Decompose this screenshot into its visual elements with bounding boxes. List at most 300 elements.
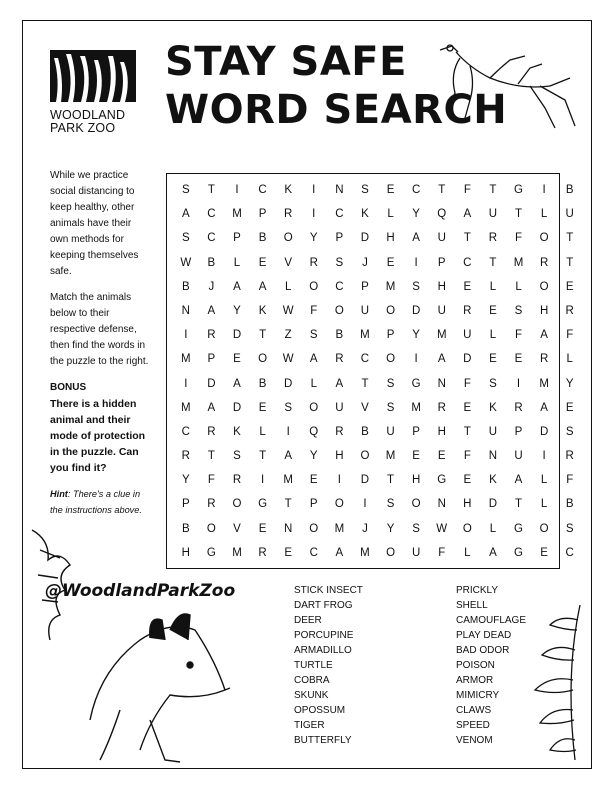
grid-letter: M bbox=[334, 522, 345, 535]
grid-letter: B bbox=[207, 256, 216, 269]
grid-letter: H bbox=[386, 232, 395, 245]
bonus-text: There is a hidden animal and their mode of protection in the puzzle. Can you find it? bbox=[50, 398, 146, 474]
animal-word: ARMADILLO bbox=[294, 645, 352, 656]
grid-letter: O bbox=[539, 232, 549, 245]
grid-letter: R bbox=[539, 256, 549, 269]
grid-letter: E bbox=[233, 353, 241, 366]
grid-letter: O bbox=[539, 280, 549, 293]
grid-letter: H bbox=[539, 304, 549, 317]
grid-letter: D bbox=[232, 329, 242, 342]
grid-letter: T bbox=[259, 450, 267, 463]
grid-letter: G bbox=[514, 184, 523, 196]
fern-leaf-icon bbox=[520, 595, 590, 765]
grid-letter: O bbox=[386, 546, 396, 559]
grid-letter: E bbox=[463, 280, 472, 293]
grid-letter: A bbox=[335, 546, 344, 559]
grid-letter: L bbox=[310, 377, 317, 390]
hint-label: Hint bbox=[50, 489, 68, 499]
grid-letter: P bbox=[258, 208, 267, 221]
animal-word: TIGER bbox=[294, 720, 325, 731]
grid-letter: P bbox=[181, 498, 190, 511]
grid-letter: T bbox=[284, 498, 292, 511]
grid-letter: W bbox=[436, 522, 448, 535]
grid-letter: P bbox=[514, 425, 523, 438]
defense-list bbox=[456, 583, 526, 748]
grid-letter: E bbox=[463, 401, 472, 414]
grid-letter: T bbox=[463, 425, 471, 438]
animal-list bbox=[294, 583, 363, 748]
grid-row bbox=[173, 426, 583, 450]
animal-word: DART FROG bbox=[294, 600, 353, 611]
grid-letter: I bbox=[516, 377, 521, 390]
grid-letter: S bbox=[386, 498, 395, 511]
grid-letter: P bbox=[207, 353, 216, 366]
grid-letter: A bbox=[233, 280, 241, 293]
grid-letter: S bbox=[181, 184, 190, 196]
grid-letter: A bbox=[309, 353, 318, 366]
grid-letter: C bbox=[463, 256, 472, 269]
grid-row bbox=[173, 402, 583, 426]
grid-letter: R bbox=[488, 232, 498, 245]
grid-letter: H bbox=[463, 498, 472, 511]
grid-letter: B bbox=[258, 377, 267, 390]
grid-letter: N bbox=[284, 522, 293, 535]
grid-letter: H bbox=[411, 474, 421, 487]
grid-letter: B bbox=[181, 522, 190, 535]
defense-word: SPEED bbox=[456, 720, 490, 731]
grid-letter: Y bbox=[565, 377, 574, 390]
grid-letter: F bbox=[566, 329, 574, 342]
grid-letter: G bbox=[411, 377, 421, 390]
grid-letter: R bbox=[284, 208, 293, 221]
grid-letter: L bbox=[464, 546, 471, 559]
grid-letter: E bbox=[540, 546, 548, 559]
hint-text bbox=[50, 486, 150, 518]
grid-letter: P bbox=[412, 425, 420, 438]
defense-word: PLAY DEAD bbox=[456, 630, 512, 641]
grid-letter: D bbox=[207, 377, 216, 390]
grid-letter: D bbox=[411, 304, 421, 317]
grid-row bbox=[173, 257, 583, 281]
grid-letter: E bbox=[514, 353, 523, 366]
grid-letter: U bbox=[565, 208, 574, 221]
grid-letter: E bbox=[309, 474, 318, 487]
logo-line-2: PARK ZOO bbox=[50, 121, 116, 135]
grid-letter: U bbox=[360, 304, 370, 317]
grid-letter: S bbox=[361, 184, 369, 196]
grid-letter: B bbox=[361, 425, 369, 438]
grid-row bbox=[173, 305, 583, 329]
grid-letter: E bbox=[489, 304, 497, 317]
grid-letter: A bbox=[258, 280, 267, 293]
grid-letter: K bbox=[258, 304, 267, 317]
grid-letter: L bbox=[489, 329, 497, 342]
title-line-1: STAY SAFE bbox=[165, 39, 407, 85]
grid-letter: L bbox=[284, 280, 292, 293]
grid-letter: I bbox=[337, 474, 341, 487]
grid-letter: T bbox=[463, 232, 471, 245]
grid-letter: K bbox=[361, 208, 369, 221]
grid-letter: E bbox=[258, 522, 267, 535]
grid-letter: N bbox=[181, 304, 190, 317]
grid-letter: M bbox=[283, 474, 293, 487]
grid-letter: A bbox=[540, 329, 548, 342]
grid-letter: T bbox=[489, 256, 497, 269]
grid-letter: N bbox=[488, 450, 498, 463]
grid-letter: O bbox=[411, 498, 421, 511]
grid-letter: Y bbox=[233, 304, 241, 317]
grid-letter: O bbox=[334, 304, 344, 317]
grid-letter: L bbox=[566, 353, 573, 366]
grid-letter: L bbox=[540, 474, 548, 487]
grid-letter: C bbox=[360, 353, 370, 366]
grid-letter: R bbox=[514, 401, 523, 414]
grid-letter: T bbox=[489, 184, 497, 196]
animal-word: PORCUPINE bbox=[294, 630, 354, 641]
grid-letter: P bbox=[361, 280, 369, 293]
animal-word: DEER bbox=[294, 615, 322, 626]
grid-letter: B bbox=[335, 329, 344, 342]
grid-letter: I bbox=[414, 256, 418, 269]
grid-letter: C bbox=[207, 208, 216, 221]
grid-letter: M bbox=[385, 450, 396, 463]
grid-letter: A bbox=[489, 546, 497, 559]
grid-letter: C bbox=[335, 280, 344, 293]
grid-letter: K bbox=[489, 401, 497, 414]
grid-letter: C bbox=[411, 184, 421, 196]
zoo-logo bbox=[50, 50, 136, 134]
grid-letter: O bbox=[334, 498, 344, 511]
grid-letter: T bbox=[566, 256, 574, 269]
grid-letter: L bbox=[540, 208, 548, 221]
grid-letter: U bbox=[437, 232, 446, 245]
grid-letter: D bbox=[360, 232, 370, 245]
grid-letter: E bbox=[412, 450, 420, 463]
grid-letter: S bbox=[489, 377, 497, 390]
grid-letter: I bbox=[260, 474, 265, 487]
grid-letter: S bbox=[514, 304, 523, 317]
grid-letter: F bbox=[207, 474, 215, 487]
grid-letter: S bbox=[309, 329, 318, 342]
grid-letter: J bbox=[362, 522, 368, 535]
grid-letter: P bbox=[437, 256, 446, 269]
defense-word: CLAWS bbox=[456, 705, 492, 716]
grid-letter: W bbox=[282, 304, 294, 317]
grid-letter: D bbox=[488, 498, 498, 511]
grid-letter: U bbox=[514, 450, 523, 463]
grid-letter: C bbox=[181, 425, 190, 438]
grid-letter: O bbox=[283, 232, 293, 245]
grid-letter: U bbox=[488, 425, 498, 438]
grid-letter: T bbox=[566, 232, 574, 245]
grid-letter: C bbox=[565, 546, 574, 559]
grid-letter: F bbox=[310, 304, 318, 317]
stick-insect-icon bbox=[430, 38, 580, 133]
grid-letter: R bbox=[207, 498, 216, 511]
grid-letter: O bbox=[539, 522, 549, 535]
defense-word: PRICKLY bbox=[456, 585, 499, 596]
defense-word: ARMOR bbox=[456, 675, 494, 686]
grid-letter: F bbox=[463, 450, 471, 463]
grid-letter: P bbox=[233, 232, 241, 245]
grid-letter: O bbox=[309, 280, 319, 293]
grid-letter: K bbox=[284, 184, 292, 196]
animal-word: STICK INSECT bbox=[294, 585, 363, 596]
grid-letter: I bbox=[184, 377, 188, 390]
grid-letter: Y bbox=[386, 522, 395, 535]
grid-letter: A bbox=[207, 401, 216, 414]
grid-letter: P bbox=[335, 232, 344, 245]
grid-letter: S bbox=[386, 377, 395, 390]
grid-letter: S bbox=[565, 522, 574, 535]
zebra-stripes-icon bbox=[50, 50, 136, 102]
grid-letter: R bbox=[232, 474, 242, 487]
grid-letter: B bbox=[565, 184, 574, 196]
grid-letter: E bbox=[284, 546, 292, 559]
grid-letter: C bbox=[335, 208, 344, 221]
grid-letter: R bbox=[565, 304, 574, 317]
grid-letter: S bbox=[565, 425, 574, 438]
animal-word: TURTLE bbox=[294, 660, 333, 671]
grid-letter: R bbox=[437, 401, 446, 414]
grid-letter: L bbox=[489, 280, 497, 293]
grid-letter: V bbox=[233, 522, 241, 535]
grid-letter: A bbox=[284, 450, 292, 463]
grid-letter: O bbox=[206, 522, 216, 535]
grid-letter: M bbox=[360, 329, 370, 342]
grid-letter: O bbox=[309, 401, 319, 414]
grid-letter: N bbox=[437, 377, 446, 390]
grid-letter: Y bbox=[181, 474, 190, 487]
grid-letter: W bbox=[282, 353, 294, 366]
grid-letter: H bbox=[181, 546, 190, 559]
grid-letter: M bbox=[539, 377, 549, 390]
grid-letter: T bbox=[259, 329, 267, 342]
grid-letter: S bbox=[335, 256, 344, 269]
grid-letter: Y bbox=[412, 208, 420, 221]
grid-letter: Q bbox=[437, 208, 447, 221]
grid-letter: L bbox=[259, 425, 266, 438]
grid-letter: U bbox=[463, 329, 472, 342]
grid-letter: C bbox=[207, 232, 216, 245]
grid-letter: B bbox=[258, 232, 267, 245]
grid-letter: T bbox=[515, 498, 523, 511]
grid-row bbox=[173, 232, 583, 256]
grid-letter: I bbox=[542, 184, 546, 196]
defense-word: CAMOUFLAGE bbox=[456, 615, 527, 626]
grid-letter: S bbox=[412, 522, 420, 535]
grid-letter: T bbox=[515, 208, 523, 221]
grid-letter: Y bbox=[412, 329, 420, 342]
grid-letter: F bbox=[566, 474, 574, 487]
grid-letter: P bbox=[386, 329, 395, 342]
grid-letter: N bbox=[335, 184, 344, 196]
grid-letter: G bbox=[206, 546, 216, 559]
grid-letter: D bbox=[360, 474, 370, 487]
grid-row bbox=[173, 450, 583, 474]
grid-letter: H bbox=[437, 425, 446, 438]
grid-letter: W bbox=[180, 256, 192, 269]
grid-letter: S bbox=[412, 280, 420, 293]
grid-letter: I bbox=[363, 498, 367, 511]
grid-letter: Y bbox=[309, 450, 318, 463]
grid-letter: F bbox=[463, 184, 471, 196]
grid-letter: M bbox=[181, 353, 191, 366]
grid-letter: D bbox=[232, 401, 242, 414]
grid-letter: M bbox=[232, 208, 242, 221]
grid-letter: L bbox=[489, 522, 497, 535]
defense-word: POISON bbox=[456, 660, 495, 671]
grid-letter: J bbox=[362, 256, 368, 269]
grid-letter: E bbox=[489, 353, 497, 366]
grid-letter: O bbox=[386, 353, 396, 366]
social-handle: @WoodlandParkZoo bbox=[45, 581, 236, 601]
grid-letter: T bbox=[207, 450, 215, 463]
grid-letter: A bbox=[540, 401, 548, 414]
animal-word: OPOSSUM bbox=[294, 705, 346, 716]
grid-letter: L bbox=[515, 280, 522, 293]
grid-letter: V bbox=[361, 401, 369, 414]
grid-letter: A bbox=[207, 304, 216, 317]
defense-word: SHELL bbox=[456, 600, 488, 611]
grid-letter: E bbox=[565, 280, 574, 293]
grid-letter: E bbox=[437, 450, 446, 463]
grid-letter: I bbox=[286, 425, 290, 438]
grid-letter: A bbox=[233, 377, 241, 390]
match-paragraph: Match the animals below to their respective defense, then find the words in the puzzle to the right. bbox=[50, 292, 149, 367]
grid-letter: I bbox=[312, 208, 316, 221]
grid-letter: T bbox=[387, 474, 395, 487]
grid-letter: E bbox=[565, 401, 574, 414]
grid-letter: E bbox=[386, 256, 395, 269]
grid-letter: S bbox=[284, 401, 292, 414]
grid-row bbox=[173, 329, 583, 353]
grid-letter: R bbox=[181, 450, 190, 463]
grid-letter: M bbox=[360, 546, 370, 559]
grid-letter: H bbox=[437, 280, 446, 293]
grid-letter: B bbox=[181, 280, 190, 293]
grid-letter: O bbox=[309, 522, 319, 535]
grid-letter: I bbox=[414, 353, 418, 366]
grid-letter: K bbox=[489, 474, 497, 487]
grid-letter: I bbox=[184, 329, 188, 342]
intro-paragraph: While we practice social distancing to keep healthy, other animals have their own methods for keeping themselves safe. bbox=[50, 170, 139, 277]
grid-letter: A bbox=[181, 208, 190, 221]
defense-word: BAD ODOR bbox=[456, 645, 510, 656]
grid-letter: F bbox=[515, 232, 523, 245]
grid-letter: O bbox=[462, 522, 472, 535]
grid-row bbox=[173, 281, 583, 305]
grid-letter: E bbox=[463, 474, 472, 487]
grid-letter: U bbox=[488, 208, 498, 221]
grid-letter: H bbox=[335, 450, 344, 463]
grid-letter: B bbox=[565, 498, 574, 511]
grid-letter: G bbox=[514, 522, 523, 535]
grid-letter: Z bbox=[284, 329, 292, 342]
grid-letter: I bbox=[312, 184, 316, 196]
grid-letter: N bbox=[437, 498, 446, 511]
grid-letter: R bbox=[463, 304, 472, 317]
grid-letter: O bbox=[386, 304, 396, 317]
grid-letter: M bbox=[436, 329, 447, 342]
grid-letter: P bbox=[309, 498, 318, 511]
grid-letter: M bbox=[513, 256, 524, 269]
animal-word: BUTTERFLY bbox=[294, 735, 352, 746]
grid-letter: C bbox=[258, 184, 267, 196]
grid-letter: D bbox=[463, 353, 472, 366]
grid-letter: U bbox=[335, 401, 344, 414]
animal-word: COBRA bbox=[294, 675, 330, 686]
grid-letter: M bbox=[181, 401, 191, 414]
grid-letter: K bbox=[233, 425, 241, 438]
grid-letter: F bbox=[463, 377, 471, 390]
grid-letter: A bbox=[335, 377, 344, 390]
grid-letter: L bbox=[233, 256, 241, 269]
grid-letter: O bbox=[258, 353, 268, 366]
grid-row bbox=[173, 208, 583, 232]
grid-letter: E bbox=[386, 184, 395, 196]
grid-letter: O bbox=[232, 498, 242, 511]
grid-row bbox=[173, 498, 583, 522]
grid-letter: A bbox=[437, 353, 446, 366]
bonus-title: BONUS bbox=[50, 382, 87, 393]
word-search-grid bbox=[166, 173, 574, 569]
grid-letter: R bbox=[309, 256, 318, 269]
grid-letter: D bbox=[539, 425, 549, 438]
grid-letter: R bbox=[539, 353, 549, 366]
grid-letter: I bbox=[542, 450, 546, 463]
grid-letter: Q bbox=[309, 425, 319, 438]
grid-letter: S bbox=[181, 232, 190, 245]
grid-letter: L bbox=[540, 498, 548, 511]
grid-letter: A bbox=[463, 208, 472, 221]
grid-letter: G bbox=[514, 546, 523, 559]
grid-letter: U bbox=[411, 546, 421, 559]
grid-letter: L bbox=[387, 208, 394, 221]
grid-row bbox=[173, 378, 583, 402]
grid-letter: M bbox=[411, 401, 421, 414]
grid-letter: A bbox=[412, 232, 420, 245]
grid-letter: R bbox=[335, 425, 344, 438]
grid-letter: G bbox=[437, 474, 447, 487]
grid-letter: O bbox=[360, 450, 370, 463]
grid-letter: T bbox=[438, 184, 446, 196]
instructions bbox=[50, 168, 150, 528]
grid-letter: E bbox=[258, 256, 267, 269]
grid-letter: F bbox=[438, 546, 446, 559]
grid-letter: R bbox=[258, 546, 267, 559]
grid-letter: M bbox=[385, 280, 396, 293]
grid-letter: C bbox=[309, 546, 318, 559]
grid-letter: R bbox=[207, 425, 216, 438]
grid-letter: I bbox=[235, 184, 239, 196]
grid-letter: M bbox=[232, 546, 242, 559]
grid-letter: S bbox=[386, 401, 395, 414]
grid-row bbox=[173, 184, 583, 208]
grid-letter: R bbox=[207, 329, 216, 342]
grid-letter: U bbox=[386, 425, 395, 438]
grid-letter: E bbox=[258, 401, 267, 414]
grid-letter: D bbox=[284, 377, 293, 390]
grid-row bbox=[173, 474, 583, 498]
grid-letter: T bbox=[361, 377, 369, 390]
grid-letter: F bbox=[515, 329, 523, 342]
grid-letter: V bbox=[284, 256, 292, 269]
animal-word: SKUNK bbox=[294, 690, 329, 701]
grid-letter: Y bbox=[309, 232, 318, 245]
grid-row bbox=[173, 353, 583, 377]
defense-word: MIMICRY bbox=[456, 690, 500, 701]
